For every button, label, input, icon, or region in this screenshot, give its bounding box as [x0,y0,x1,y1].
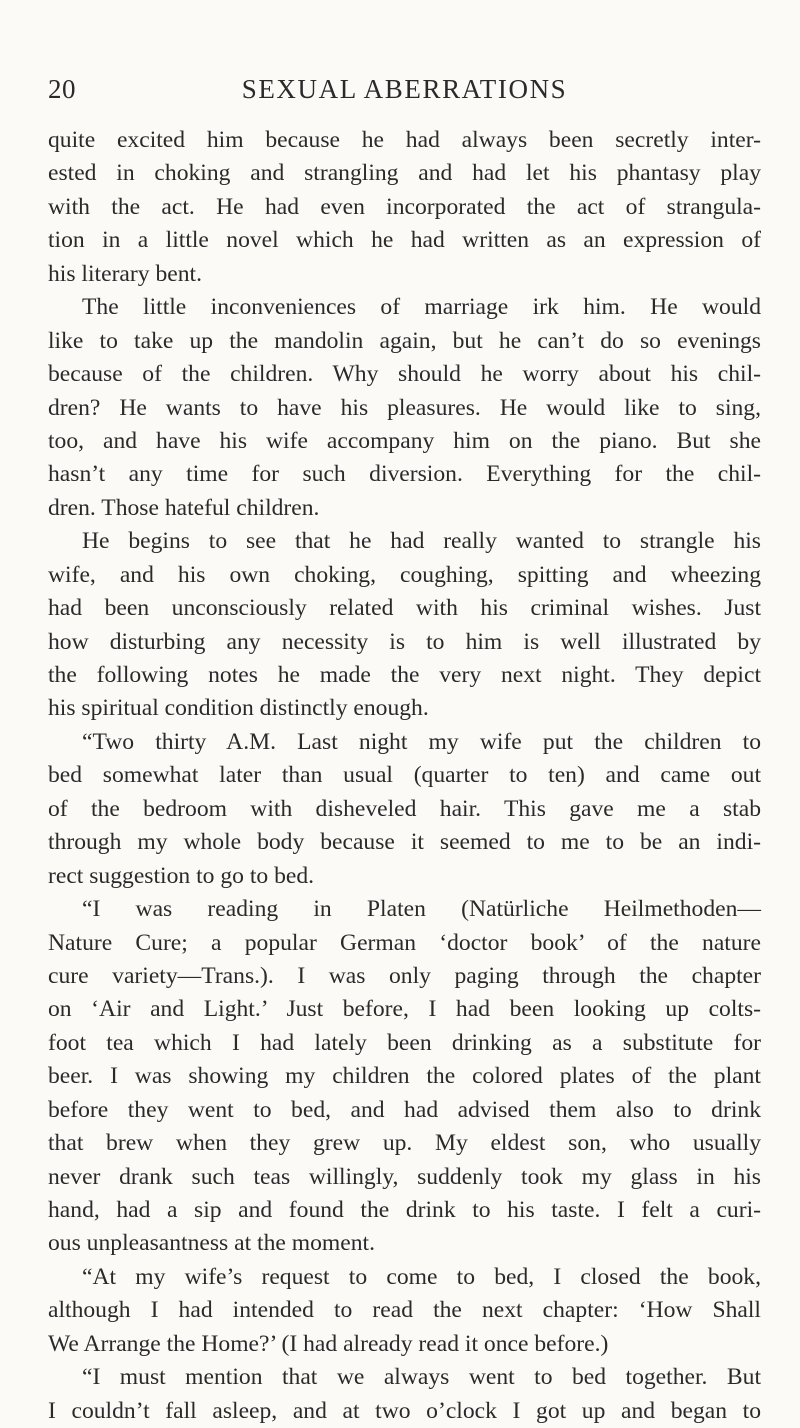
text-line: rect suggestion to go to bed. [48,862,315,889]
text-line: wife, and his own choking, coughing, spitting and wheezing [48,561,761,588]
text-line: dren. Those hateful children. [48,494,320,521]
text-line: We Arrange the Home?’ (I had already read it once before.) [48,1330,609,1357]
text-line: with the act. He had even incorporated the act of strangula- [48,193,761,220]
text-line: that brew when they grew up. My eldest son, who usually [48,1130,761,1157]
text-line: tion in a little novel which he had written as an expression of [48,227,761,254]
text-line: ous unpleasantness at the moment. [48,1230,375,1257]
text-line: like to take up the mandolin again, but he can’t do so evenings [48,327,761,354]
text-line: Nature Cure; a popular German ‘doctor book’ of the nature [48,929,761,956]
text-line: ested in choking and strangling and had let his phantasy play [48,160,761,187]
text-line: had been unconsciously related with his criminal wishes. Just [48,595,761,622]
text-line: the following notes he made the very next night. They depict [48,662,761,688]
text-line: cure variety—Trans.). I was only paging through the chapter [48,962,761,989]
text-line: through my whole body because it seemed to me to be an indi- [48,829,761,856]
text-line: beer. I was showing my children the colored plates of the plant [48,1063,761,1090]
running-head: SEXUAL ABERRATIONS [241,74,568,104]
text-line: his spiritual condition distinctly enough. [48,695,429,722]
text-line: “At my wife’s request to come to bed, I closed the book, [82,1263,761,1290]
text-line: his literary bent. [48,260,202,287]
page-number: 20 [48,74,76,104]
text-line: “Two thirty A.M. Last night my wife put the children to [82,728,761,755]
text-line: dren? He wants to have his pleasures. He would like to sing, [48,394,761,421]
text-line: quite excited him because he had always been secretly inter- [48,127,761,153]
text-line: He begins to see that he had really wanted to strangle his [82,528,761,555]
page-header [48,74,761,110]
text-line: hand, had a sip and found the drink to his taste. I felt a curi- [48,1197,761,1223]
text-line: before they went to bed, and had advised them also to drink [48,1096,761,1123]
text-line: too, and have his wife accompany him on the piano. But she [48,427,761,454]
text-line: because of the children. Why should he worry about his chil- [48,361,761,388]
body-text [48,124,761,1428]
text-line: bed somewhat later than usual (quarter to ten) and came out [48,762,761,789]
text-line: The little inconveniences of marriage irk him. He would [82,294,761,321]
text-line: hasn’t any time for such diversion. Everything for the chil- [48,461,761,488]
text-line: foot tea which I had lately been drinking as a substitute for [48,1029,761,1056]
text-line: “I must mention that we always went to bed together. But [82,1364,761,1391]
text-line: never drank such teas willingly, suddenly took my glass in his [48,1163,761,1190]
text-line: “I was reading in Platen (Natürliche Heilmethoden— [82,896,761,923]
text-line: of the bedroom with disheveled hair. This gave me a stab [48,795,761,822]
text-line: I couldn’t fall asleep, and at two o’clock I got up and began to [48,1397,761,1424]
text-line: although I had intended to read the next chapter: ‘How Shall [48,1297,761,1324]
text-line: how disturbing any necessity is to him is well illustrated by [48,628,761,655]
text-line: on ‘Air and Light.’ Just before, I had been looking up colts- [48,996,761,1023]
